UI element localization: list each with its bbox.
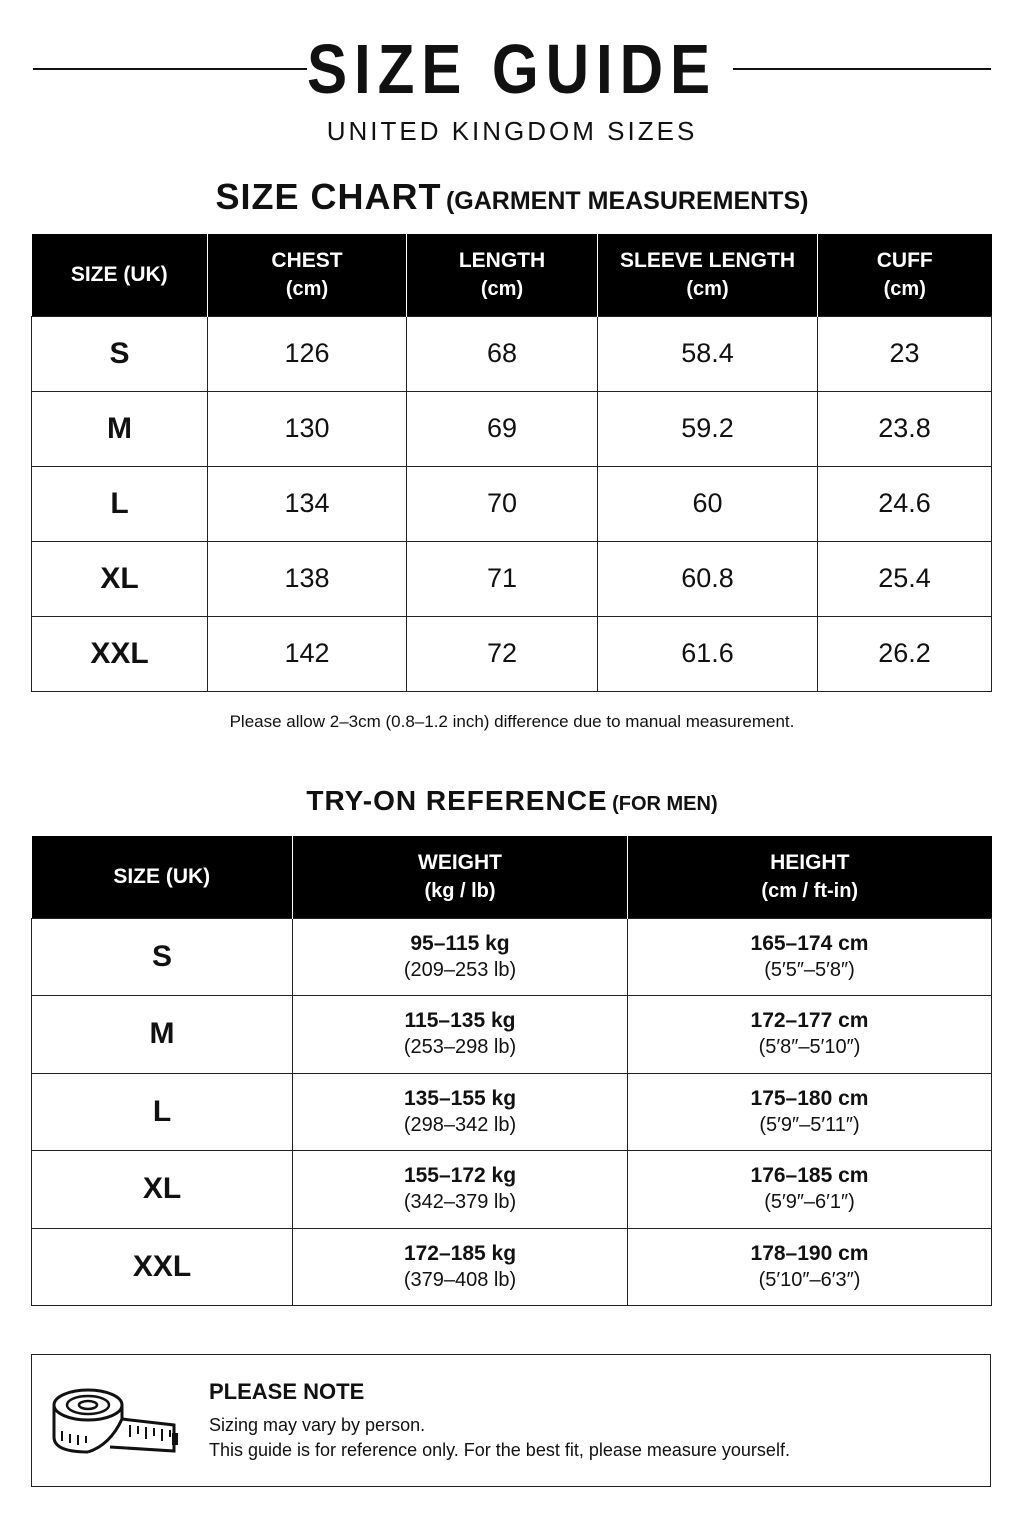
column-header-label: CHEST [271,248,343,272]
weight-kg: 115–135 kg [404,1009,516,1033]
measuring-tape-icon [50,1385,180,1463]
height-cm: 178–190 cm [750,1241,869,1265]
try-on-table [31,836,992,1306]
column-header-label: SIZE (UK) [70,262,168,286]
please-note-title: PLEASE NOTE [209,1379,365,1404]
cuff-cell: 24.6 [818,466,992,541]
height-ftin: (5′9″–5′11″) [759,1113,860,1136]
height-ftin: (5′10″–6′3″) [758,1268,861,1291]
length-cell: 71 [407,541,598,616]
table-row [32,541,992,616]
height-cell [628,1073,992,1151]
chest-cell: 142 [208,616,407,691]
weight-cell [293,1228,628,1306]
column-header-label: CUFF [876,248,933,272]
height-ftin: (5′9″–6′1″) [764,1191,855,1214]
weight-lb: (253–298 lb) [403,1036,517,1059]
table-row [32,1073,992,1151]
weight-kg: 172–185 kg [403,1241,517,1265]
column-header-unit: (cm) [883,277,926,300]
please-note-line-2: This guide is for reference only. For the best fit, please measure yourself. [209,1440,790,1460]
table-row [32,918,992,996]
size-cell: M [32,996,293,1074]
chest-cell: 126 [208,316,407,391]
weight-lb: (379–408 lb) [403,1268,517,1291]
table-row [32,996,992,1074]
size-cell: XL [32,541,208,616]
table-row [32,616,992,691]
column-header [628,836,992,918]
table-row [32,391,992,466]
weight-lb: (209–253 lb) [403,958,517,981]
please-note-line-1: Sizing may vary by person. [209,1415,426,1435]
sleeve-length-cell: 59.2 [598,391,818,466]
weight-cell [293,1073,628,1151]
cuff-cell: 23 [818,316,992,391]
column-header [32,836,293,918]
height-ftin: (5′8″–5′10″) [758,1036,861,1059]
height-ftin: (5′5″–5′8″) [764,958,855,981]
sleeve-length-cell: 60 [598,466,818,541]
column-header-label: SLEEVE LENGTH [619,248,796,272]
column-header [293,836,628,918]
column-header-unit: (cm) [480,277,524,300]
size-chart-title: SIZE CHART [215,176,442,217]
table-row [32,316,992,391]
length-cell: 68 [407,316,598,391]
page-subtitle: UNITED KINGDOM SIZES [326,116,698,146]
try-on-title: TRY-ON REFERENCE [306,785,608,816]
weight-kg: 95–115 kg [410,931,510,955]
sleeve-length-cell: 61.6 [598,616,818,691]
column-header [407,234,598,316]
try-on-title-note: (FOR MEN) [612,793,718,815]
sleeve-length-cell: 58.4 [598,316,818,391]
height-cm: 175–180 cm [750,1086,869,1110]
size-chart-heading [0,176,1024,218]
weight-cell [293,1151,628,1229]
height-cell [628,1151,992,1229]
size-chart-header-row [32,234,992,316]
height-cell [628,918,992,996]
column-header [32,234,208,316]
height-cm: 165–174 cm [750,931,869,955]
length-cell: 70 [407,466,598,541]
size-cell: L [32,466,208,541]
column-header [598,234,818,316]
cuff-cell: 26.2 [818,616,992,691]
length-cell: 72 [407,616,598,691]
measurement-footnote: Please allow 2–3cm (0.8–1.2 inch) difference due to manual measurement. [229,712,795,731]
cuff-cell: 25.4 [818,541,992,616]
try-on-header-row [32,836,992,918]
column-header-label: LENGTH [458,248,546,272]
size-cell: S [32,918,293,996]
column-header-unit: (cm) [285,277,329,300]
column-header [818,234,992,316]
table-row [32,466,992,541]
size-chart-title-note: (GARMENT MEASUREMENTS) [445,187,809,215]
table-row [32,1228,992,1306]
size-cell: L [32,1073,293,1151]
size-cell: M [32,391,208,466]
weight-cell [293,918,628,996]
column-header-label: HEIGHT [770,850,850,874]
weight-lb: (298–342 lb) [403,1113,517,1136]
chest-cell: 138 [208,541,407,616]
column-header-label: WEIGHT [418,850,502,874]
please-note-box [31,1354,991,1487]
column-header-unit: (cm) [686,277,729,300]
height-cm: 172–177 cm [750,1009,869,1033]
column-header-unit: (kg / lb) [424,879,496,902]
weight-lb: (342–379 lb) [403,1191,517,1214]
size-cell: S [32,316,208,391]
cuff-cell: 23.8 [818,391,992,466]
page-title: SIZE GUIDE [306,30,717,108]
height-cm: 176–185 cm [750,1164,869,1188]
weight-kg: 155–172 kg [403,1164,517,1188]
sleeve-length-cell: 60.8 [598,541,818,616]
size-cell: XXL [32,1228,293,1306]
size-cell: XL [32,1151,293,1229]
length-cell: 69 [407,391,598,466]
column-header-unit: (cm / ft-in) [761,879,859,902]
table-row [32,1151,992,1229]
column-header [208,234,407,316]
column-header-label: SIZE (UK) [113,864,211,888]
chest-cell: 130 [208,391,407,466]
try-on-heading [0,785,1024,817]
height-cell [628,996,992,1074]
size-chart-table [31,234,992,692]
weight-kg: 135–155 kg [403,1086,517,1110]
height-cell [628,1228,992,1306]
size-cell: XXL [32,616,208,691]
chest-cell: 134 [208,466,407,541]
weight-cell [293,996,628,1074]
